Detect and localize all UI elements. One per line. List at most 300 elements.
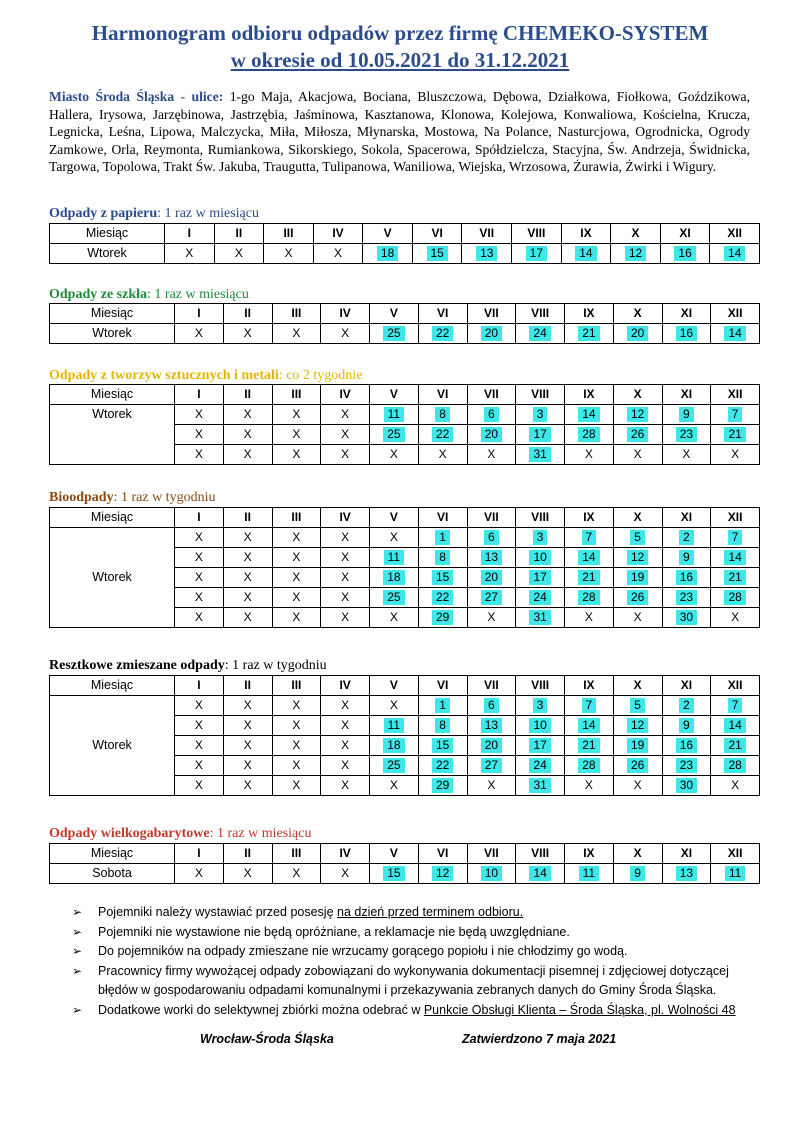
section-title bbox=[49, 205, 259, 222]
section-name: Odpady z papieru bbox=[49, 206, 158, 221]
date-cell bbox=[711, 548, 760, 568]
pickup-date: 22 bbox=[432, 590, 453, 605]
date-cell bbox=[613, 696, 662, 716]
date-cell bbox=[418, 608, 467, 628]
date-cell: X bbox=[223, 425, 272, 445]
pickup-date: 22 bbox=[432, 427, 453, 442]
date-cell bbox=[418, 864, 467, 884]
section-name: Odpady z tworzyw sztucznych i metali bbox=[49, 368, 279, 383]
date-cell bbox=[418, 756, 467, 776]
date-cell bbox=[418, 588, 467, 608]
date-cell: X bbox=[272, 608, 321, 628]
table-row bbox=[50, 324, 760, 344]
pickup-date: 5 bbox=[630, 530, 645, 545]
date-cell bbox=[418, 568, 467, 588]
date-cell bbox=[613, 425, 662, 445]
date-cell: X bbox=[321, 864, 370, 884]
date-cell: X bbox=[272, 776, 321, 796]
date-cell bbox=[565, 588, 614, 608]
pickup-date: 14 bbox=[529, 866, 550, 881]
month-cell: V bbox=[370, 508, 419, 528]
pickup-date: 1 bbox=[435, 698, 450, 713]
date-cell bbox=[711, 588, 760, 608]
date-cell bbox=[565, 568, 614, 588]
month-cell: VI bbox=[418, 508, 467, 528]
pickup-date: 9 bbox=[679, 407, 694, 422]
month-cell: VIII bbox=[516, 304, 565, 324]
date-cell bbox=[613, 568, 662, 588]
weekday-cell: Wtorek bbox=[50, 696, 175, 796]
document-subtitle: w okresie od 10.05.2021 do 31.12.2021 bbox=[230, 48, 570, 72]
date-cell bbox=[613, 405, 662, 425]
date-cell bbox=[711, 864, 760, 884]
date-cell bbox=[418, 696, 467, 716]
date-cell: X bbox=[321, 324, 370, 344]
date-cell: X bbox=[175, 548, 224, 568]
pickup-date: 22 bbox=[432, 326, 453, 341]
pickup-date: 25 bbox=[383, 326, 404, 341]
month-cell: X bbox=[613, 844, 662, 864]
date-cell bbox=[662, 736, 711, 756]
date-cell bbox=[516, 736, 565, 756]
month-header-cell: Miesiąc bbox=[50, 385, 175, 405]
date-cell bbox=[467, 425, 516, 445]
date-cell bbox=[516, 864, 565, 884]
date-cell: X bbox=[613, 776, 662, 796]
date-cell: X bbox=[272, 548, 321, 568]
date-cell bbox=[516, 548, 565, 568]
date-cell bbox=[516, 608, 565, 628]
date-cell: X bbox=[175, 716, 224, 736]
pickup-date: 16 bbox=[674, 246, 695, 261]
month-cell: XI bbox=[662, 676, 711, 696]
date-cell bbox=[370, 736, 419, 756]
section-name: Odpady ze szkła bbox=[49, 287, 148, 302]
month-cell: IV bbox=[321, 844, 370, 864]
pickup-date: 9 bbox=[679, 550, 694, 565]
section-frequency: : 1 raz w miesiącu bbox=[147, 287, 249, 302]
month-cell: IV bbox=[321, 304, 370, 324]
date-cell bbox=[467, 864, 516, 884]
date-cell bbox=[561, 244, 611, 264]
month-cell: XII bbox=[711, 844, 760, 864]
list-item bbox=[70, 1001, 760, 1021]
date-cell bbox=[467, 548, 516, 568]
month-cell: VIII bbox=[516, 676, 565, 696]
date-cell bbox=[662, 608, 711, 628]
date-cell: X bbox=[223, 588, 272, 608]
month-cell: III bbox=[272, 385, 321, 405]
pickup-date: 14 bbox=[724, 718, 745, 733]
pickup-date: 16 bbox=[676, 570, 697, 585]
list-item bbox=[70, 903, 760, 923]
date-cell: X bbox=[467, 445, 516, 465]
section-name: Resztkowe zmieszane odpady bbox=[49, 658, 225, 673]
pickup-date: 12 bbox=[432, 866, 453, 881]
month-cell: II bbox=[223, 385, 272, 405]
pickup-date: 18 bbox=[377, 246, 398, 261]
date-cell bbox=[613, 736, 662, 756]
pickup-date: 23 bbox=[676, 590, 697, 605]
date-cell bbox=[565, 324, 614, 344]
date-cell bbox=[516, 588, 565, 608]
pickup-date: 11 bbox=[384, 407, 404, 422]
pickup-date: 3 bbox=[533, 407, 548, 422]
date-cell bbox=[613, 864, 662, 884]
pickup-date: 7 bbox=[582, 698, 597, 713]
month-cell: VII bbox=[467, 304, 516, 324]
date-cell bbox=[418, 528, 467, 548]
pickup-date: 12 bbox=[627, 718, 648, 733]
pickup-date: 13 bbox=[481, 550, 502, 565]
schedule-table bbox=[49, 843, 760, 884]
pickup-date: 11 bbox=[384, 550, 404, 565]
pickup-date: 30 bbox=[676, 778, 697, 793]
arrow-bullet-icon: ➢ bbox=[72, 944, 83, 958]
pickup-date: 8 bbox=[435, 718, 450, 733]
pickup-date: 24 bbox=[529, 758, 550, 773]
date-cell bbox=[467, 324, 516, 344]
note-text: Pojemniki nie wystawione nie będą opróżniane, a reklamacje nie będą uwzględniane. bbox=[98, 924, 570, 939]
date-cell bbox=[662, 864, 711, 884]
month-cell: X bbox=[613, 676, 662, 696]
date-cell: X bbox=[272, 736, 321, 756]
month-cell: I bbox=[175, 385, 224, 405]
date-cell: X bbox=[662, 445, 711, 465]
month-cell: V bbox=[370, 304, 419, 324]
pickup-date: 23 bbox=[676, 427, 697, 442]
date-cell bbox=[516, 568, 565, 588]
city-streets-paragraph bbox=[49, 88, 750, 176]
month-cell: IV bbox=[321, 385, 370, 405]
pickup-date: 1 bbox=[435, 530, 450, 545]
month-cell: VIII bbox=[516, 385, 565, 405]
pickup-date: 17 bbox=[529, 570, 550, 585]
date-cell: X bbox=[565, 445, 614, 465]
pickup-date: 9 bbox=[630, 866, 645, 881]
pickup-date: 19 bbox=[627, 570, 648, 585]
pickup-date: 11 bbox=[579, 866, 599, 881]
month-cell: II bbox=[223, 844, 272, 864]
date-cell bbox=[565, 405, 614, 425]
pickup-date: 7 bbox=[728, 698, 743, 713]
pickup-date: 24 bbox=[529, 590, 550, 605]
date-cell: X bbox=[321, 445, 370, 465]
date-cell: X bbox=[370, 776, 419, 796]
month-cell: VI bbox=[418, 385, 467, 405]
section-name: Odpady wielkogabarytowe bbox=[49, 826, 210, 841]
date-cell bbox=[516, 776, 565, 796]
city-streets: 1-go Maja, Akacjowa, Bociana, Bluszczowa, Dębowa, Działkowa, Fiołkowa, Goździkowa, Hallera, Irysowa, Jarzębinowa, Jastrzębia, Jaśminowa, Kasztanowa, Klonowa, Kolejowa, Konwaliowa, Kościelna, Krucza, Legnicka, Leśna, Lipowa, Malczycka, Miła, Miłosza, Młynarska, Mostowa, Na Polance, Nasturcjowa, Ogrodnicka, Ogrody Zamkowe, Orla, Reymonta, Rumiankowa, Sikorskiego, Sokola, Spacerowa, Spółdzielcza, Stacyjna, Św. Andrzeja, Świdnicka, Targowa, Topolowa, Trakt Św. Jakuba, Traugutta, Tulipanowa, Waniliowa, Wiejska, Wrzosowa, Żurawia, Żwirki i Wigury. bbox=[49, 89, 750, 174]
date-cell bbox=[516, 445, 565, 465]
date-cell bbox=[711, 425, 760, 445]
month-cell: VI bbox=[412, 224, 462, 244]
date-cell: X bbox=[175, 736, 224, 756]
pickup-date: 15 bbox=[432, 570, 453, 585]
date-cell bbox=[611, 244, 661, 264]
month-cell: IX bbox=[565, 844, 614, 864]
pickup-date: 23 bbox=[676, 758, 697, 773]
date-cell: X bbox=[370, 696, 419, 716]
month-cell: VII bbox=[467, 844, 516, 864]
pickup-date: 7 bbox=[728, 407, 743, 422]
month-cell: XI bbox=[662, 304, 711, 324]
pickup-date: 28 bbox=[578, 758, 599, 773]
note-underlined-text: Punkcie Obsługi Klienta – Środa Śląska, pl. Wolności 48 bbox=[423, 1002, 736, 1017]
date-cell: X bbox=[321, 736, 370, 756]
pickup-date: 29 bbox=[432, 610, 453, 625]
date-cell bbox=[467, 716, 516, 736]
arrow-bullet-icon: ➢ bbox=[72, 924, 83, 939]
month-header-cell: Miesiąc bbox=[50, 844, 175, 864]
date-cell: X bbox=[272, 716, 321, 736]
list-item bbox=[70, 942, 760, 962]
note-text: Do pojemników na odpady zmieszane nie wrzucamy gorącego popiołu i nie chłodzimy go wodą. bbox=[98, 944, 628, 958]
pickup-date: 21 bbox=[578, 738, 599, 753]
pickup-date: 12 bbox=[627, 550, 648, 565]
date-cell: X bbox=[175, 425, 224, 445]
date-cell bbox=[516, 716, 565, 736]
date-cell bbox=[467, 756, 516, 776]
pickup-date: 28 bbox=[724, 590, 745, 605]
pickup-date: 26 bbox=[627, 758, 648, 773]
pickup-date: 2 bbox=[679, 530, 694, 545]
date-cell: X bbox=[321, 696, 370, 716]
date-cell bbox=[370, 425, 419, 445]
pickup-date: 20 bbox=[481, 326, 502, 341]
date-cell: X bbox=[321, 588, 370, 608]
date-cell bbox=[363, 244, 413, 264]
date-cell: X bbox=[175, 696, 224, 716]
weekday-cell: Sobota bbox=[50, 864, 175, 884]
date-cell: X bbox=[175, 864, 224, 884]
section-frequency: : 1 raz w tygodniu bbox=[113, 490, 216, 505]
section-title bbox=[49, 286, 249, 303]
pickup-date: 6 bbox=[484, 407, 499, 422]
pickup-date: 6 bbox=[484, 698, 499, 713]
date-cell: X bbox=[711, 776, 760, 796]
date-cell bbox=[516, 756, 565, 776]
date-cell bbox=[565, 756, 614, 776]
date-cell bbox=[662, 588, 711, 608]
note-text: Pojemniki należy wystawiać przed posesję bbox=[98, 905, 337, 919]
date-cell bbox=[418, 324, 467, 344]
pickup-date: 25 bbox=[383, 758, 404, 773]
date-cell bbox=[370, 588, 419, 608]
pickup-date: 8 bbox=[435, 407, 450, 422]
list-item bbox=[70, 923, 760, 943]
date-cell: X bbox=[321, 405, 370, 425]
notes-list bbox=[70, 903, 760, 1020]
month-cell: IX bbox=[561, 224, 611, 244]
pickup-date: 29 bbox=[432, 778, 453, 793]
date-cell: X bbox=[223, 324, 272, 344]
section-frequency: : co 2 tygodnie bbox=[278, 368, 363, 383]
date-cell: X bbox=[272, 568, 321, 588]
weekday-cell: Wtorek bbox=[50, 324, 175, 344]
date-cell bbox=[418, 548, 467, 568]
date-cell: X bbox=[321, 548, 370, 568]
pickup-date: 6 bbox=[484, 530, 499, 545]
pickup-date: 20 bbox=[481, 427, 502, 442]
date-cell bbox=[467, 405, 516, 425]
pickup-date: 18 bbox=[383, 738, 404, 753]
month-cell: II bbox=[214, 224, 264, 244]
pickup-date: 22 bbox=[432, 758, 453, 773]
pickup-date: 15 bbox=[427, 246, 448, 261]
date-cell: X bbox=[321, 425, 370, 445]
date-cell bbox=[370, 324, 419, 344]
pickup-date: 15 bbox=[432, 738, 453, 753]
date-cell: X bbox=[565, 776, 614, 796]
month-header-cell: Miesiąc bbox=[50, 224, 165, 244]
date-cell bbox=[370, 716, 419, 736]
pickup-date: 20 bbox=[627, 326, 648, 341]
date-cell: X bbox=[467, 776, 516, 796]
month-cell: IX bbox=[565, 385, 614, 405]
month-cell: I bbox=[175, 508, 224, 528]
pickup-date: 21 bbox=[578, 326, 599, 341]
month-cell: II bbox=[223, 508, 272, 528]
month-cell: XI bbox=[662, 508, 711, 528]
pickup-date: 3 bbox=[533, 530, 548, 545]
date-cell: X bbox=[613, 445, 662, 465]
footer-approval: Zatwierdzono 7 maja 2021 bbox=[462, 1032, 617, 1046]
date-cell bbox=[565, 736, 614, 756]
month-cell: III bbox=[272, 304, 321, 324]
pickup-date: 21 bbox=[724, 427, 745, 442]
date-cell bbox=[711, 736, 760, 756]
date-cell: X bbox=[223, 548, 272, 568]
table-header-row bbox=[50, 385, 760, 405]
date-cell: X bbox=[223, 776, 272, 796]
table-row bbox=[50, 244, 760, 264]
table-row bbox=[50, 528, 760, 548]
date-cell bbox=[512, 244, 562, 264]
schedule-table bbox=[49, 223, 760, 264]
weekday-cell: Wtorek bbox=[50, 528, 175, 628]
date-cell: X bbox=[223, 756, 272, 776]
table-header-row bbox=[50, 224, 760, 244]
month-cell: V bbox=[370, 385, 419, 405]
arrow-bullet-icon: ➢ bbox=[72, 963, 83, 978]
month-cell: XII bbox=[711, 304, 760, 324]
month-cell: VI bbox=[418, 844, 467, 864]
date-cell: X bbox=[321, 756, 370, 776]
date-cell: X bbox=[272, 864, 321, 884]
table-header-row bbox=[50, 304, 760, 324]
note-text: Dodatkowe worki do selektywnej zbiórki można odebrać w bbox=[98, 1002, 424, 1017]
date-cell bbox=[467, 736, 516, 756]
date-cell: X bbox=[272, 696, 321, 716]
date-cell: X bbox=[321, 608, 370, 628]
date-cell: X bbox=[175, 608, 224, 628]
section-title bbox=[49, 489, 215, 506]
pickup-date: 14 bbox=[578, 550, 599, 565]
date-cell bbox=[662, 405, 711, 425]
month-cell: XI bbox=[660, 224, 710, 244]
date-cell: X bbox=[613, 608, 662, 628]
pickup-date: 5 bbox=[630, 698, 645, 713]
date-cell: X bbox=[272, 405, 321, 425]
list-item bbox=[70, 962, 760, 1001]
date-cell bbox=[710, 244, 760, 264]
date-cell bbox=[662, 324, 711, 344]
pickup-date: 3 bbox=[533, 698, 548, 713]
month-cell: I bbox=[175, 676, 224, 696]
pickup-date: 26 bbox=[627, 427, 648, 442]
weekday-cell: Wtorek bbox=[50, 244, 165, 264]
date-cell bbox=[418, 776, 467, 796]
date-cell bbox=[467, 568, 516, 588]
table-row bbox=[50, 864, 760, 884]
pickup-date: 10 bbox=[481, 866, 502, 881]
pickup-date: 28 bbox=[724, 758, 745, 773]
month-header-cell: Miesiąc bbox=[50, 676, 175, 696]
month-cell: VII bbox=[462, 224, 512, 244]
month-cell: X bbox=[611, 224, 661, 244]
date-cell bbox=[412, 244, 462, 264]
month-cell: III bbox=[272, 676, 321, 696]
date-cell: X bbox=[175, 405, 224, 425]
pickup-date: 31 bbox=[529, 778, 550, 793]
date-cell: X bbox=[272, 324, 321, 344]
section-frequency: : 1 raz w miesiącu bbox=[157, 206, 259, 221]
table-row bbox=[50, 405, 760, 425]
pickup-date: 16 bbox=[676, 738, 697, 753]
pickup-date: 13 bbox=[676, 866, 697, 881]
date-cell: X bbox=[321, 776, 370, 796]
date-cell: X bbox=[313, 244, 363, 264]
date-cell: X bbox=[272, 445, 321, 465]
pickup-date: 13 bbox=[476, 246, 497, 261]
date-cell: X bbox=[223, 696, 272, 716]
date-cell bbox=[467, 696, 516, 716]
month-cell: XII bbox=[711, 676, 760, 696]
date-cell: X bbox=[175, 588, 224, 608]
date-cell bbox=[660, 244, 710, 264]
date-cell: X bbox=[214, 244, 264, 264]
date-cell: X bbox=[175, 324, 224, 344]
month-cell: II bbox=[223, 676, 272, 696]
pickup-date: 25 bbox=[383, 427, 404, 442]
date-cell: X bbox=[175, 756, 224, 776]
month-cell: IV bbox=[321, 676, 370, 696]
pickup-date: 8 bbox=[435, 550, 450, 565]
month-cell: X bbox=[613, 304, 662, 324]
date-cell bbox=[613, 548, 662, 568]
footer-location: Wrocław-Środa Śląska bbox=[200, 1032, 334, 1046]
month-header-cell: Miesiąc bbox=[50, 508, 175, 528]
schedule-table bbox=[49, 675, 760, 796]
date-cell: X bbox=[321, 528, 370, 548]
date-cell: X bbox=[223, 405, 272, 425]
pickup-date: 7 bbox=[582, 530, 597, 545]
month-cell: V bbox=[370, 844, 419, 864]
month-cell: IX bbox=[565, 676, 614, 696]
date-cell: X bbox=[370, 608, 419, 628]
pickup-date: 9 bbox=[679, 718, 694, 733]
date-cell bbox=[370, 568, 419, 588]
date-cell: X bbox=[467, 608, 516, 628]
month-cell: X bbox=[613, 385, 662, 405]
date-cell bbox=[370, 864, 419, 884]
pickup-date: 14 bbox=[578, 407, 599, 422]
pickup-date: 27 bbox=[481, 590, 502, 605]
date-cell: X bbox=[418, 445, 467, 465]
month-cell: VIII bbox=[516, 508, 565, 528]
pickup-date: 28 bbox=[578, 427, 599, 442]
